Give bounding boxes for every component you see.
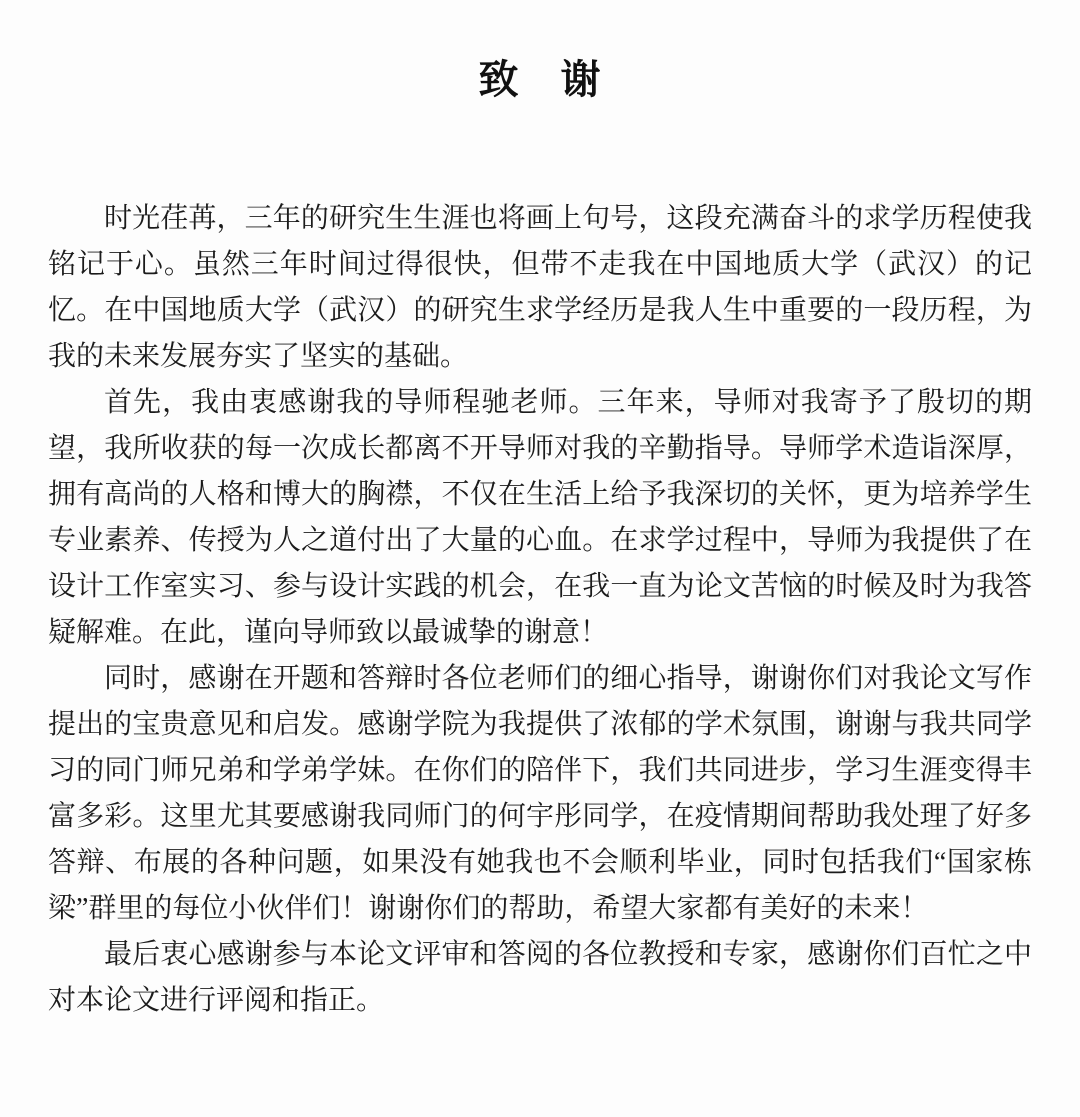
page-title: 致 谢 <box>478 58 602 102</box>
paragraph-reviewers-thanks: 最后衷心感谢参与本论文评审和答阅的各位教授和专家，感谢你们百忙之中对本论文进行评阅和指正。 <box>48 939 1032 1016</box>
paragraph-opening: 时光荏苒，三年的研究生生涯也将画上句号，这段充满奋斗的求学历程使我铭记于心。虽然三年时间过得很快，但带不走我在中国地质大学（武汉）的记忆。在中国地质大学（武汉）的研究生求学经历是我人生中重要的一段历程，为我的未来发展夯实了坚实的基础。 <box>48 203 1032 372</box>
paragraph-peers-thanks: 同时，感谢在开题和答辩时各位老师们的细心指导，谢谢你们对我论文写作提出的宝贵意见和启发。感谢学院为我提供了浓郁的学术氛围，谢谢与我共同学习的同门师兄弟和学弟学妹。在你们的陪伴下，我们共同进步，学习生涯变得丰富多彩。这里尤其要感谢我同师门的何宇彤同学，在疫情期间帮助我处理了好多答辩、布展的各种问题，如果没有她我也不会顺利毕业，同时包括我们“国家栋梁”群里的每位小伙伴们！谢谢你们的帮助，希望大家都有美好的未来！ <box>48 663 1032 924</box>
paragraph-advisor-thanks: 首先，我由衷感谢我的导师程驰老师。三年来，导师对我寄予了殷切的期望，我所收获的每一次成长都离不开导师对我的辛勤指导。导师学术造诣深厚，拥有高尚的人格和博大的胸襟，不仅在生活上给予我深切的关怀，更为培养学生专业素养、传授为人之道付出了大量的心血。在求学过程中，导师为我提供了在设计工作室实习、参与设计实践的机会，在我一直为论文苦恼的时候及时为我答疑解难。在此，谨向导师致以最诚挚的谢意！ <box>48 387 1032 648</box>
document-body <box>48 196 1032 1024</box>
